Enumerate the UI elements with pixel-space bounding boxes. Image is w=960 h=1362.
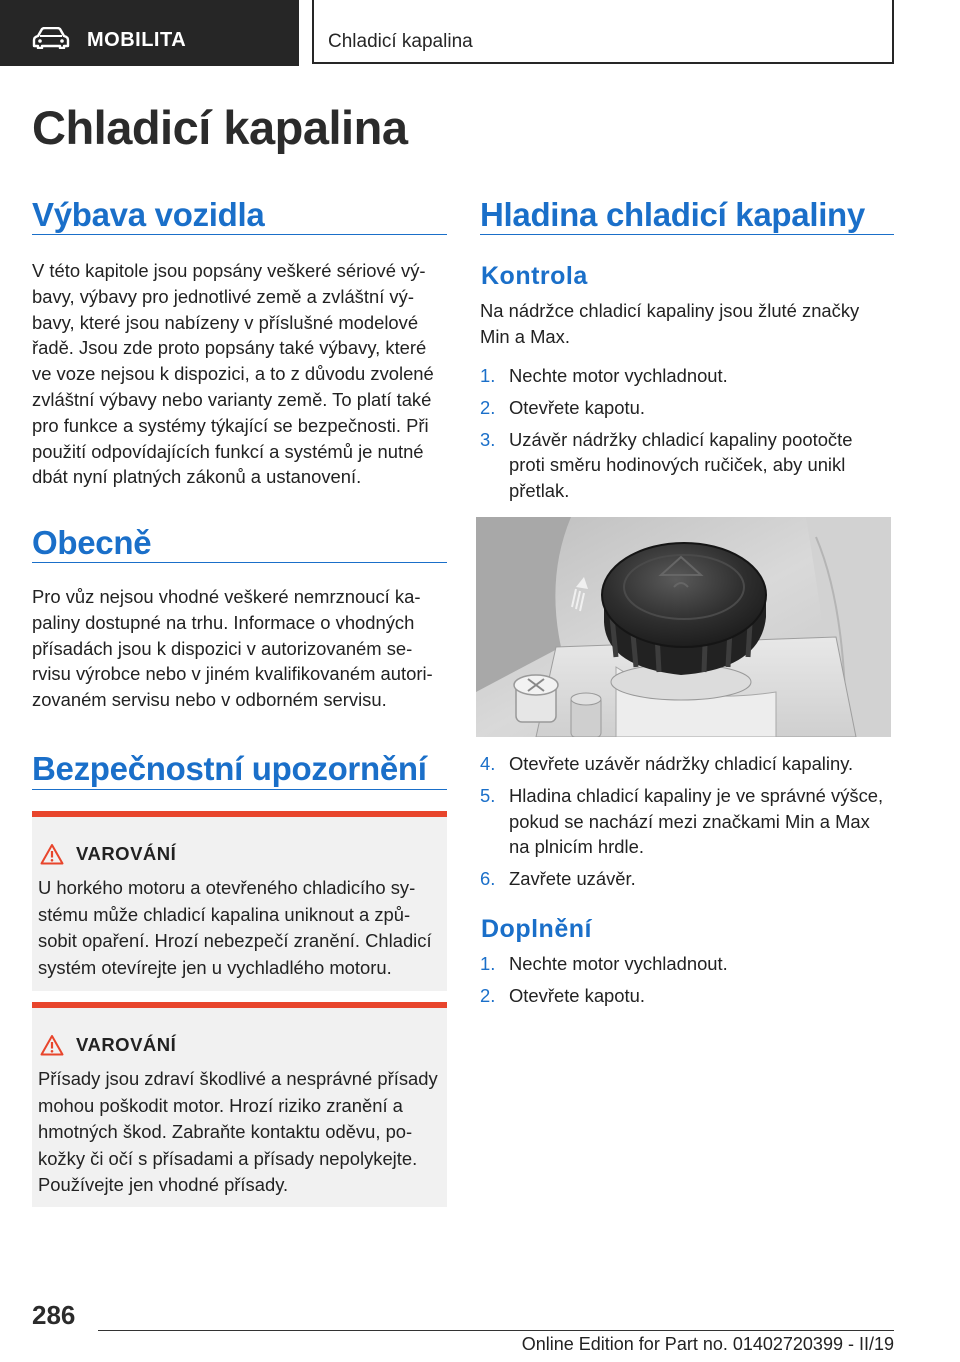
heading-rule [480,234,894,235]
warning-text: Přísady jsou zdraví škodlivé a nesprávné přísady mohou poškodit motor. Hrozí riziko zranění a hmotných škod. Zabraňte kontaktu oděvu, po- kožky či očí s přísadami a přísady nepolykejte. Používejte jen vhodné přísady. [38,1068,438,1195]
warning-triangle-icon [40,1034,64,1056]
general-text: Pro vůz nejsou vhodné veškeré nemrznoucí ka- paliny dostupné na trhu. Informace o vhodných přísadách jsou k dispozici v autorizovaném se- rvisu výrobce nebo v jiném kvalifikovaném autori- zovaném servisu nebo v odborném servisu. [32,586,433,711]
steps-list [480,363,894,510]
section-label: MOBILITA [87,29,187,51]
car-icon [32,27,70,49]
refill-heading: Doplnění [481,915,592,943]
edition-info: Online Edition for Part no. 01402720399 - II/19 [521,1334,894,1354]
equipment-text: V této kapitole jsou popsány veškeré sériové vý- bavy, výbavy pro jednotlivé země a zvláštní vý- bavy, které jsou nabízeny v příslušné modelové řadě. Jsou zde proto popsány také výbavy, které ve voze nejsou k dispozici, a to z důvodu zvolené zvláštní výbavy nebo varianty země. To platí také pro funkce a systémy týkající se bezpečnosti. Při použití odpovídajících funkcí a systémů je nutné dbát nyní platných zákonů a ustanovení. [32,260,434,488]
warning-triangle-icon [40,843,64,865]
heading-rule [32,789,447,790]
list-item: 1. Nechte motor vychladnout. [480,953,728,974]
list-item: 3. Uzávěr nádržky chladicí kapaliny pootočte proti směru hodinových ručiček, aby unikl přetlak. [480,428,853,502]
check-text: Na nádržce chladicí kapaliny jsou žluté značky Min a Max. [480,300,860,347]
heading-rule [32,234,447,235]
page-number: 286 [32,1300,76,1330]
general-heading: Obecně [32,524,152,561]
warning-text: U horkého motoru a otevřeného chladicího sy- stému může chladicí kapalina uniknout a způ- sobit opaření. Hrozí nebezpečí zranění. Chladicí systém otevírejte jen u vychladlého motoru. [38,877,432,978]
list-item: 2. Otevřete kapotu. [480,984,645,1006]
equipment-heading: Výbava vozidla [32,196,265,233]
list-item: 1. Nechte motor vychladnout. [480,365,728,386]
breadcrumb-label: Chladicí kapalina [328,31,473,52]
section-tab[interactable] [0,0,299,66]
safety-heading: Bezpečnostní upozornění [32,750,427,787]
coolant-cap-illustration [476,517,891,737]
list-item: 6. Zavřete uzávěr. [480,868,636,890]
heading-rule [32,562,447,563]
list-item: 2. Otevřete kapotu. [480,396,645,418]
footer-rule [98,1330,894,1331]
page-title: Chladicí kapalina [32,101,408,154]
check-heading: Kontrola [481,262,588,290]
level-heading: Hladina chladicí kapaliny [480,196,865,233]
steps-list [480,751,900,898]
breadcrumb [312,0,894,64]
list-item: 4. Otevřete uzávěr nádržky chladicí kapaliny. [480,753,854,774]
warning-title: VAROVÁNÍ [76,1034,177,1055]
warning-box [32,1002,447,1207]
steps-list [480,951,894,1015]
warning-box [32,811,447,991]
warning-title: VAROVÁNÍ [76,843,177,864]
list-item: 5. Hladina chladicí kapaliny je ve správné výšce, pokud se nachází mezi značkami Min a Max na plnicím hrdle. [480,784,884,858]
